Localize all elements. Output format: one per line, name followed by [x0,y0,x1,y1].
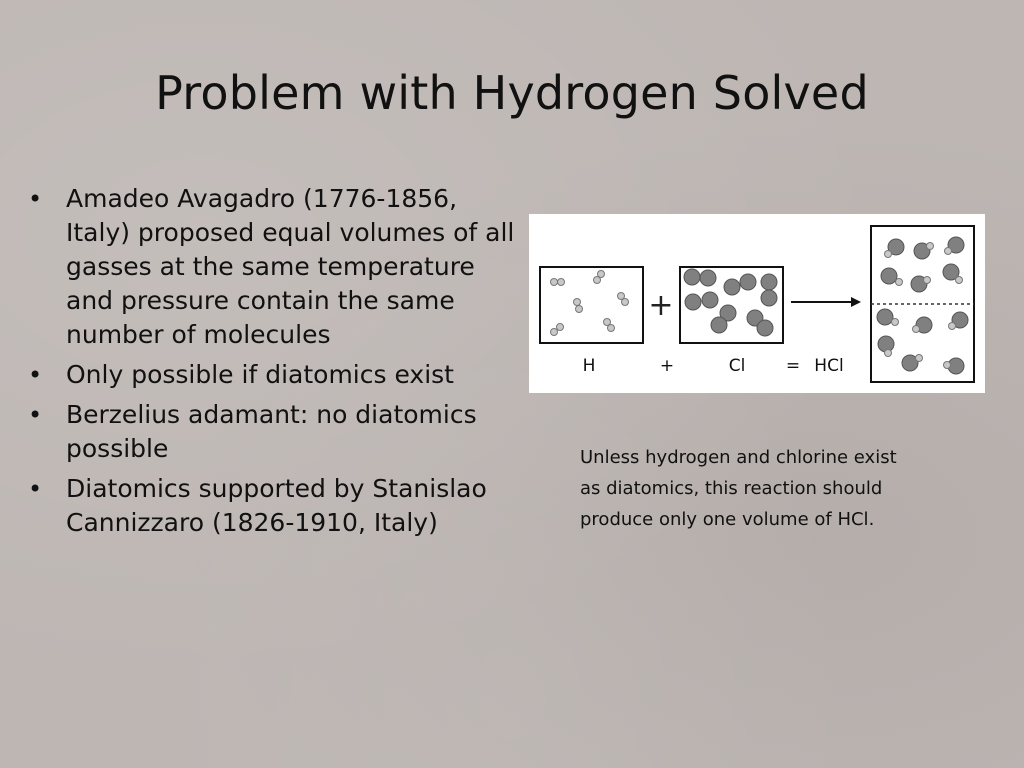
bullet-berzelius: • Berzelius adamant: no diatomics possible [26,398,516,466]
bullet-cannizzaro: • Diatomics supported by Stanislao Cannizzaro (1826-1910, Italy) [26,472,516,540]
figure-caption: Unless hydrogen and chlorine exist as diatomics, this reaction should produce only one volume of HCl. [580,447,897,530]
bullet-avogadro: • Amadeo Avagadro (1776-1856, Italy) proposed equal volumes of all gasses at the same temperature and pressure contain the same number of molecules [26,182,516,352]
chlorine-box [680,267,783,343]
slide-title: Problem with Hydrogen Solved [155,66,869,120]
bullet-list [26,182,516,546]
label-plus: + [659,356,675,376]
reaction-arrow [791,297,861,307]
label-equals: = [785,356,801,376]
label-hcl: HCl [814,356,844,376]
hydrogen-box [540,267,643,343]
reaction-diagram-svg [529,214,985,393]
label-h: H [582,356,596,376]
label-cl: Cl [728,356,746,376]
reaction-diagram [529,214,985,393]
plus-sign: + [648,288,674,323]
bullet-diatomics-exist: • Only possible if diatomics exist [26,358,516,392]
hcl-box [871,226,974,382]
